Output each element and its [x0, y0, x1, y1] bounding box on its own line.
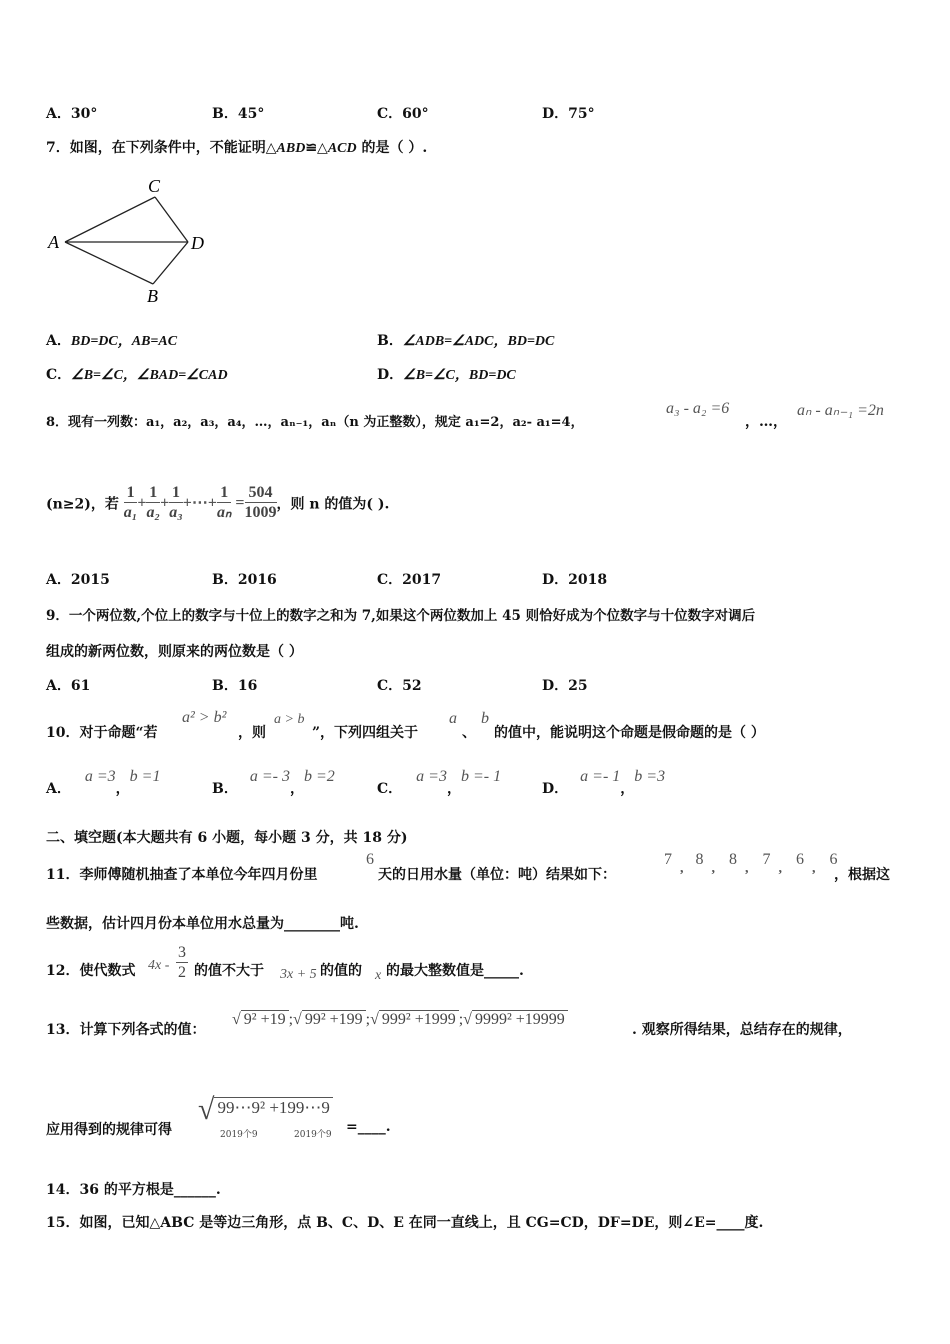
- q14: 14．36 的平方根是______.: [46, 1182, 221, 1198]
- q12-var: x: [375, 968, 382, 983]
- q7-figure: [40, 172, 225, 307]
- q12-expr-b: 3x + 5: [280, 967, 317, 982]
- q8-sep: ，…，: [745, 414, 787, 430]
- q10-prefix: 10．对于命题“若: [46, 725, 158, 741]
- q10-suffix: 的值中，能说明这个命题是假命题的是（ ）: [494, 725, 765, 741]
- q6-option-b: B．45°: [212, 106, 265, 122]
- q10-option-a: A．a =3，b =1: [46, 768, 161, 797]
- q10-var-a: a: [449, 710, 457, 727]
- segment-ab: [65, 242, 153, 284]
- q9-line2: 组成的新两位数，则原来的两位数是（ ）: [46, 644, 303, 660]
- q9-option-d: D．25: [542, 678, 588, 694]
- q13-under-2: 2019个9: [294, 1130, 332, 1140]
- q13-under-1: 2019个9: [220, 1130, 258, 1140]
- q8-frac-1: $\frac{1}{\text{a₁}}$: [123, 484, 138, 521]
- q10-option-b: B．a =- 3，b =2: [212, 768, 335, 797]
- q13-suffix: . 观察所得结果，总结存在的规律，: [632, 1022, 852, 1038]
- q8-line2: (n≥2)，若 $\frac{1}{\text{a₁}}$ + $\frac{1}{\text{a₂}}$ + $\frac{1}{\text{a₃}}$ +⋯+ $\frac{1}{\text{aₙ}}$ = $\frac{504}{1009}$ ，则 n 的值为( ).: [46, 484, 390, 521]
- q12-frac: $\frac{3}{2}$: [178, 944, 186, 981]
- q13-line2-prefix: 应用得到的规律可得: [46, 1122, 172, 1138]
- q12-prefix: 12．使代数式: [46, 963, 136, 979]
- q15: 15．如图，已知△ABC 是等边三角形，点 B、C、D、E 在同一直线上，且 CG=CD，DF=DE，则∠E=____度.: [46, 1215, 764, 1231]
- q8-option-d: D．2018: [542, 572, 608, 588]
- q12-mid2: 的值的: [320, 963, 362, 979]
- q7-option-b: B．∠ADB=∠ADC，BD=DC: [377, 333, 555, 349]
- q12-expr-a: 4x -: [148, 958, 170, 973]
- segment-bd: [153, 242, 188, 284]
- q8-frac-2: $\frac{1}{\text{a₂}}$: [146, 484, 161, 521]
- q11-values: 7,8,8,7,6,6: [664, 851, 838, 876]
- q9-option-b: B．16: [212, 678, 258, 694]
- q8-frac-n: $\frac{1}{\text{aₙ}}$: [217, 484, 232, 521]
- q8-expr2: aₙ - aₙ₋₁ =2n: [797, 402, 884, 419]
- q6-option-d: D．75°: [542, 106, 595, 122]
- q11-prefix: 11．李师傅随机抽查了本单位今年四月份里: [46, 867, 318, 883]
- q7-option-d: D．∠B=∠C，BD=DC: [377, 367, 516, 383]
- q11-suffix: ，根据这: [834, 867, 890, 883]
- q12-suffix: 的最大整数值是_____.: [386, 963, 524, 979]
- q9-line1: 9．一个两位数,个位上的数字与十位上的数字之和为 7,如果这个两位数加上 45 则恰好成为个位数字与十位数字对调后: [46, 608, 756, 624]
- q13-line2-suffix: =____.: [346, 1119, 391, 1135]
- q10-sep: 、: [462, 725, 476, 741]
- q8-option-b: B．2016: [212, 572, 277, 588]
- q10-mid2: ”，下列四组关于: [312, 725, 419, 741]
- q7-option-c: C．∠B=∠C，∠BAD=∠CAD: [46, 367, 228, 383]
- q10-var-b: b: [481, 710, 489, 727]
- q7-option-a: A．BD=DC，AB=AC: [46, 333, 178, 349]
- q10-option-d: D．a =- 1，b =3: [542, 768, 666, 797]
- q10-cond: a² > b²: [182, 709, 227, 726]
- q11-mid: 天的日用水量（单位：吨）结果如下：: [378, 867, 616, 883]
- q8-frac-3: $\frac{1}{\text{a₃}}$: [169, 484, 183, 521]
- q11-line2: 些数据，估计四月份本单位用水总量为________吨.: [46, 916, 359, 932]
- q11-days: 6: [366, 851, 374, 868]
- q7-stem: 7．如图，在下列条件中，不能证明△ABD≌△ACD 的是（ ）.: [46, 140, 428, 156]
- q10-mid1: ，则: [238, 725, 266, 741]
- q13-prefix: 13．计算下列各式的值：: [46, 1022, 206, 1038]
- q10-concl: a > b: [274, 712, 305, 727]
- segment-cd: [155, 197, 188, 242]
- q8-option-c: C．2017: [377, 572, 442, 588]
- q8-frac-rhs: $\frac{504}{1009}$: [244, 484, 277, 521]
- q12-mid1: 的值不大于: [194, 963, 264, 979]
- label-a: A: [48, 232, 59, 252]
- q13-exprs: √ 9² +19 ;√ 99² +199 ;√ 999² +1999 ;√ 9999² +19999: [232, 1010, 568, 1029]
- q13-big-root: √ 99⋯9² +199⋯9: [198, 1093, 333, 1127]
- q8-expr1: a₃ - a₂ =6: [666, 400, 730, 417]
- label-c: C: [148, 176, 161, 196]
- q6-option-c: C．60°: [377, 106, 429, 122]
- segment-ac: [65, 197, 155, 242]
- section-fill-in-heading: 二、填空题(本大题共有 6 小题，每小题 3 分，共 18 分): [46, 830, 408, 846]
- label-d: D: [191, 233, 204, 253]
- q9-option-c: C．52: [377, 678, 422, 694]
- q6-option-a: A．30°: [46, 106, 98, 122]
- q8-line1: 8．现有一列数：a₁，a₂，a₃，a₄，…，aₙ₋₁，aₙ（n 为正整数），规定 a₁=2，a₂- a₁=4，: [46, 415, 584, 430]
- label-b: B: [147, 286, 158, 306]
- q9-option-a: A．61: [46, 678, 91, 694]
- q8-option-a: A．2015: [46, 572, 110, 588]
- q10-option-c: C．a =3，b =- 1: [377, 768, 502, 797]
